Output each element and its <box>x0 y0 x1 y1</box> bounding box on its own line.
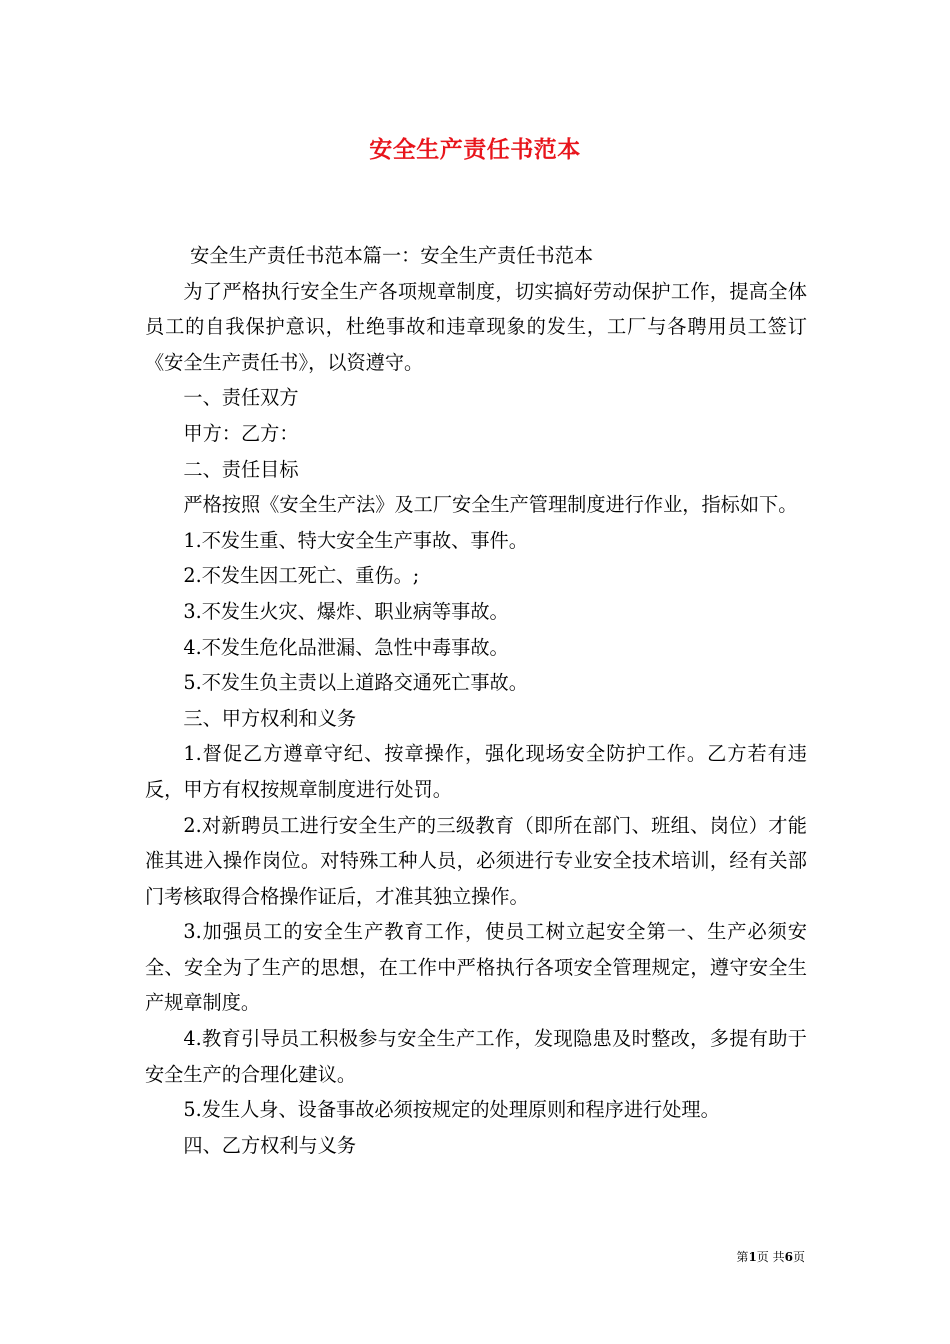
section-heading-1: 一、责任双方 <box>183 386 299 410</box>
paragraph-intro: 为了严格执行安全生产各项规章制度，切实搞好劳动保护工作，提高全体员工的自我保护意识，杜绝事故和违章现象的发生，工厂与各聘用员工签订《安全生产责任书》，以资遵守。 <box>145 279 807 374</box>
list-item: 2.不发生因工死亡、重伤。; <box>183 564 420 588</box>
paragraph-parties: 甲方：乙方： <box>183 421 299 445</box>
document-title: 安全生产责任书范本 <box>369 136 581 163</box>
list-item: 2.对新聘员工进行安全生产的三级教育（即所在部门、班组、岗位）才能准其进入操作岗位。对特殊工种人员，必须进行专业安全技术培训，经有关部门考核取得合格操作证后，才准其独立操作。 <box>145 813 807 908</box>
list-item: 1.督促乙方遵章守纪、按章操作，强化现场安全防护工作。乙方若有违反，甲方有权按规章制度进行处罚。 <box>145 742 807 801</box>
list-item: 4.教育引导员工积极参与安全生产工作，发现隐患及时整改，多提有助于安全生产的合理化建议。 <box>145 1027 807 1086</box>
section-heading-2: 二、责任目标 <box>183 457 299 481</box>
footer-suffix: 页 <box>792 1250 805 1264</box>
list-item: 4.不发生危化品泄漏、急性中毒事故。 <box>183 635 509 659</box>
list-item: 3.不发生火灾、爆炸、职业病等事故。 <box>183 599 509 623</box>
section-heading-4: 四、乙方权利与义务 <box>183 1133 357 1157</box>
paragraph-targets: 严格按照《安全生产法》及工厂安全生产管理制度进行作业，指标如下。 <box>183 493 798 517</box>
list-item: 1.不发生重、特大安全生产事故、事件。 <box>183 528 528 552</box>
footer-prefix: 第 <box>736 1250 749 1264</box>
footer-current-page: 1 <box>748 1250 757 1264</box>
list-item: 5.不发生负主责以上道路交通死亡事故。 <box>183 671 528 695</box>
page-footer <box>0 1248 805 1265</box>
list-item: 5.发生人身、设备事故必须按规定的处理原则和程序进行处理。 <box>183 1098 720 1122</box>
document-body <box>145 238 807 1163</box>
paragraph-subtitle: 安全生产责任书范本篇一：安全生产责任书范本 <box>190 244 594 267</box>
footer-middle: 页 共 <box>756 1250 785 1264</box>
footer-total-pages: 6 <box>784 1250 793 1264</box>
section-heading-3: 三、甲方权利和义务 <box>183 706 357 730</box>
list-item: 3.加强员工的安全生产教育工作，使员工树立起安全第一、生产必须安全、安全为了生产的思想，在工作中严格执行各项安全管理规定，遵守安全生产规章制度。 <box>145 920 807 1015</box>
